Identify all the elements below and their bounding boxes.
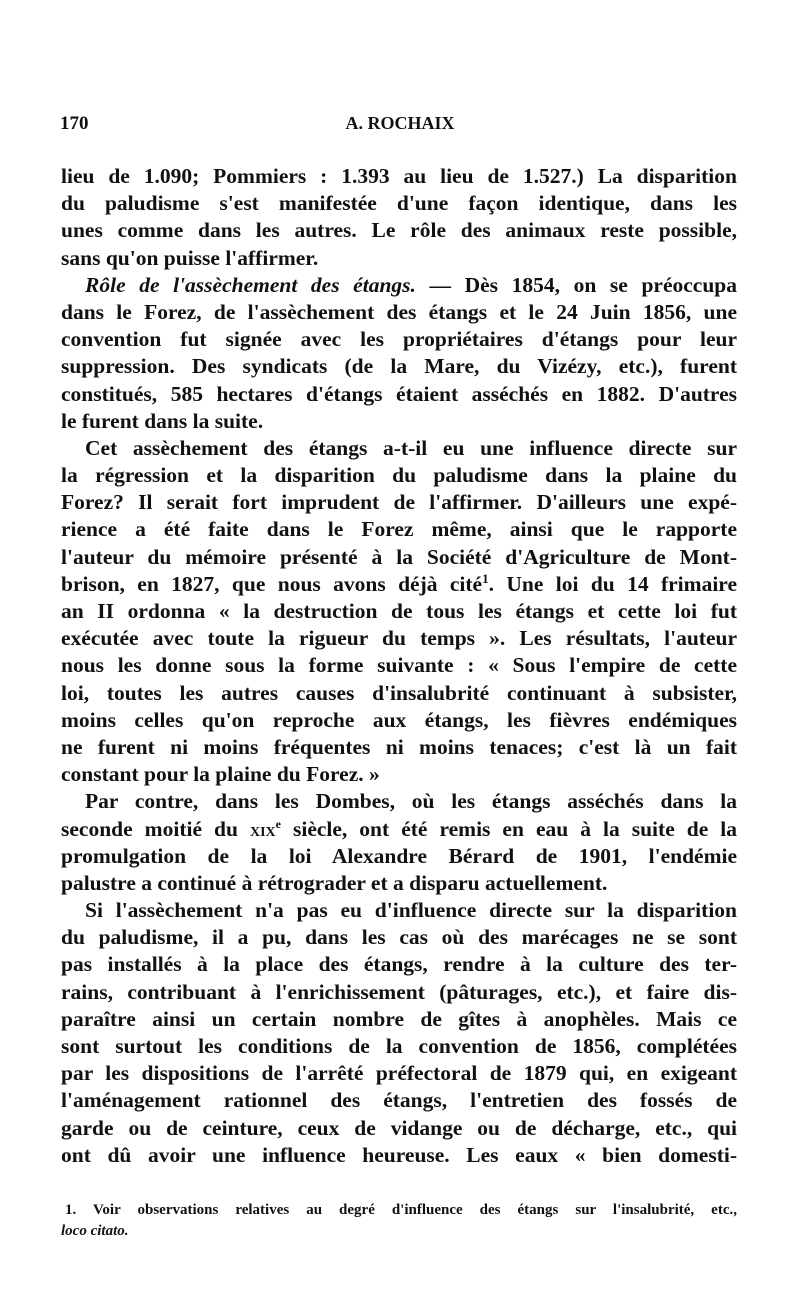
text-line: palustre a continué à rétrograder et a disparu actuellement. <box>61 870 608 895</box>
text-line: an II ordonna « la destruction de tous les étangs et cette loi fut <box>61 599 737 623</box>
text-line: l'auteur du mémoire présenté à la Société d'Agriculture de Mont- <box>61 544 737 569</box>
text-line <box>61 816 737 843</box>
text-line: rience a été faite dans le Forez même, ainsi que le rapporte <box>61 517 737 542</box>
text-line: le furent dans la suite. <box>61 408 264 433</box>
text-line: l'aménagement rationnel des étangs, l'entretien des fossés de <box>61 1088 737 1113</box>
text-run: . Une loi du 14 frimaire <box>488 571 737 596</box>
superscript: e <box>275 816 281 831</box>
text-line: pas installés à la place des étangs, rendre à la culture des ter- <box>61 952 737 977</box>
text-line: nous les donne sous la forme suivante : « Sous l'empire de cette <box>61 653 737 678</box>
footnote-citation: loco citato. <box>61 1223 129 1239</box>
text-line: convention fut signée avec les propriétaires d'étangs pour leur <box>61 327 737 352</box>
text-line: du paludisme, il a pu, dans les cas où des marécages ne se sont <box>61 925 737 950</box>
text-line: garde ou de ceinture, ceux de vidange ou de décharge, etc., qui <box>61 1115 737 1140</box>
text-line: par les dispositions de l'arrêté préfectoral de 1879 qui, en exigeant <box>61 1061 737 1086</box>
text-line: moins celles qu'on reproche aux étangs, les fièvres endémiques <box>61 707 737 732</box>
text-run: — Dès 1854, on se préoccupa <box>415 272 737 297</box>
running-title: A. ROCHAIX <box>345 113 455 133</box>
text-line: constitués, 585 hectares d'étangs étaient asséchés en 1882. D'autres <box>61 381 737 406</box>
text-line: ont dû avoir une influence heureuse. Les eaux « bien domesti- <box>61 1142 737 1167</box>
text-line: Par contre, dans les Dombes, où les étangs asséchés dans la <box>85 789 737 814</box>
text-line: sans qu'on puisse l'affirmer. <box>61 245 319 270</box>
text-line: rains, contribuant à l'enrichissement (pâturages, etc.), et faire dis- <box>61 979 737 1004</box>
century-numeral: XIX <box>249 824 276 840</box>
footnote-text: 1. Voir observations relatives au degré d'influence des étangs sur l'insalubrité, etc., <box>65 1202 737 1218</box>
text-line: constant pour la plaine du Forez. » <box>61 762 380 787</box>
page-number: 170 <box>60 113 89 134</box>
text-line: loi, toutes les autres causes d'insalubrité continuant à subsister, <box>61 680 737 705</box>
text-run: siècle, ont été remis en eau à la suite de la <box>280 816 737 841</box>
section-heading: Rôle de l'assèchement des étangs. <box>85 272 416 297</box>
text-run: seconde moitié du <box>61 816 250 841</box>
text-line: dans le Forez, de l'assèchement des étangs et le 24 Juin 1856, une <box>61 299 737 324</box>
text-line: Cet assèchement des étangs a-t-il eu une influence directe sur <box>85 435 737 460</box>
text-line: promulgation de la loi Alexandre Bérard de 1901, l'endémie <box>61 843 737 868</box>
text-line <box>61 571 737 598</box>
footnote-ref: 1 <box>482 570 489 586</box>
footnote <box>61 1200 737 1242</box>
text-line: du paludisme s'est manifestée d'une façon identique, dans les <box>61 191 737 216</box>
text-line: ne furent ni moins fréquentes ni moins tenaces; c'est là un fait <box>61 734 737 759</box>
text-line: suppression. Des syndicats (de la Mare, du Vizézy, etc.), furent <box>61 354 737 379</box>
text-line: exécutée avec toute la rigueur du temps ». Les résultats, l'auteur <box>61 626 737 651</box>
text-line: unes comme dans les autres. Le rôle des animaux reste possible, <box>61 218 737 243</box>
body-text <box>61 163 737 1169</box>
text-line: la régression et la disparition du paludisme dans la plaine du <box>61 463 737 488</box>
text-line: sont surtout les conditions de la convention de 1856, complétées <box>61 1034 737 1058</box>
text-line <box>61 272 737 299</box>
text-line: paraître ainsi un certain nombre de gîtes à anophèles. Mais ce <box>61 1006 737 1031</box>
text-line: lieu de 1.090; Pommiers : 1.393 au lieu de 1.527.) La disparition <box>61 164 737 188</box>
text-line: Forez? Il serait fort imprudent de l'affirmer. D'ailleurs une expé- <box>61 490 737 515</box>
text-run: brison, en 1827, que nous avons déjà cité <box>61 571 483 596</box>
text-line: Si l'assèchement n'a pas eu d'influence directe sur la disparition <box>85 898 737 923</box>
